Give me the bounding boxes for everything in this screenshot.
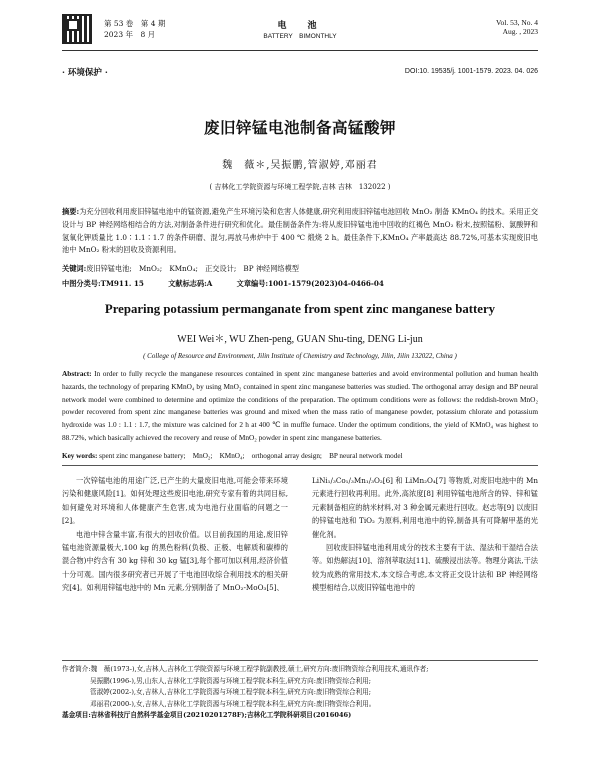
- title-en: Preparing potassium permanganate from spent zinc manganese battery: [104, 302, 496, 316]
- header-volume-en: Vol. 53, No. 4 Aug. , 2023: [496, 18, 538, 36]
- abstract-cn: [62, 206, 538, 257]
- abstract-en-text: In order to fully recycle the manganese resources contained in spent zinc manganese batteries and avoid environmental pollution and human health hazards, the technology of preparing KMnO₄ by using MnO₂ contained in spent zinc manganese batteries was studied. The orthogonal array design and BP neural network model were combined to determine and optimize the conditions of the preparation. The optimum conditions were as follows: the reddish-brown MnO₂ powder recovered from spent zinc manganese batteries was ground and mixed when the mass ratio of manganese powder, potassium chlorate and potassium hydroxide was 1.0 : 1.1 : 1.7, the mixture was calcined for 2 h at 400 ℃ in muffle furnace. Under the optimum conditions, the yield of KMnO₄ was highest to 88.72%, which basically achieved the recovery and reuse of MnO₂ powder in spent zinc manganese batteries.: [62, 369, 538, 442]
- article-number: 文章编号:1001-1579(2023)04-0466-04: [236, 279, 384, 288]
- keywords-en-text: spent zinc manganese battery; MnO₂; KMnO₄; orthogonal array design; BP neural network model: [99, 452, 403, 460]
- affiliation-en: ( College of Resource and Environment, Jilin Institute of Chemistry and Technology, Jilin, Jilin 132022, China ): [143, 352, 457, 360]
- section-rule: [62, 465, 538, 466]
- footnote-author: 管淑婷(2002-),女,吉林人,吉林化工学院资源与环境工程学院本科生,研究方向:废旧物资综合利用;: [90, 688, 371, 697]
- footnotes: [62, 664, 538, 722]
- body-paragraph: LiNi₁/₃Co₁/₃Mn₁/₃O₂[6] 和 LiMn₂O₄[7] 等物质,对废旧电池中的 Mn 元素进行回收再利用。此外,高浓度[8] 利用锌锰电池所含的锌、锌和锰元素制备相应的纳米材料,对 3 种金属元素进行回收。赵志等[9] 以废旧的锌锰电池和 TiO₂ 为原料,利用电池中的锌,制备具有可降解甲基的光催化剂。: [312, 476, 538, 539]
- footnote-author: 吴振鹏(1996-),男,山东人,吉林化工学院资源与环境工程学院本科生,研究方向:废旧物资综合利用;: [90, 676, 371, 685]
- title-cn: 废旧锌锰电池制备高锰酸钾: [203, 118, 396, 137]
- body-column-right: [312, 474, 538, 595]
- keywords-en-label: Key words:: [62, 452, 98, 460]
- keywords-cn-text: 废旧锌锰电池; MnO₂; KMnO₄; 正交设计; BP 神经网络模型: [86, 264, 299, 273]
- body-paragraph: 电池中锌含量丰富,有很大的回收价值。以目前我国的用途,废旧锌锰电池资源量极大,100 kg 的黑色粉料(负极、正极、电解质和碳棒的混合物)中约含有 30 kg 锌和 30 kg 锰[3],每个都可加以利用,经济价值十分可观。国内很多研究者已开展了干电池回收综合利用技术的相关研究[4]。如利用锌锰电池中的 Mn 元素,分别制备了 MnO₂-MoO₃[5]、: [62, 529, 288, 593]
- authors-en: WEI Wei＊, WU Zhen-peng, GUAN Shu-ting, DENG Li-jun: [177, 334, 423, 345]
- keywords-cn: [62, 264, 299, 274]
- document-code: 文献标志码:A: [168, 279, 213, 288]
- abstract-en: [62, 368, 538, 445]
- footnote-fund: 基金项目:吉林省科技厅自然科学基金项目(20210201278F);吉林化工学院科研项目(2016046): [62, 711, 352, 720]
- body-column-left: [62, 474, 288, 595]
- body-paragraph: 一次锌锰电池的用途广泛,已产生的大量废旧电池,可能会带来环境污染和健康风险[1]。如何处理这些废旧电池,研究专家有着的共同目标,如何避免对环境和人体健康产生危害,成为电池行业面临的问题之一[2]。: [62, 476, 288, 526]
- section-label: · 环境保护 ·: [62, 68, 108, 78]
- doi[interactable]: DOI:10. 19535/j. 1001-1579. 2023. 04. 026: [404, 68, 538, 75]
- header-volume-cn: 第 53 卷 第 4 期 2023 年 8 月: [104, 19, 166, 39]
- keywords-en: [62, 451, 403, 461]
- authors-cn: 魏 薇＊,吴振鹏,管淑婷,邓丽君: [222, 160, 378, 171]
- abstract-cn-text: 为充分回收利用废旧锌锰电池中的锰资源,避免产生环境污染和危害人体健康,研究利用废旧锌锰电池回收 MnO₂ 制备 KMnO₄ 的技术。采用正交设计与 BP 神经网络相结合的方法,对制备条件进行研究和优化。最佳制备条件为:将从废旧锌锰电池中回收的红褐色 MnO₂ 粉末,按照锰粉、氯酸钾和氢氧化钾质量比 1.0∶1.1∶1.7 的条件研磨、混匀,再放马弗炉中于 400 ℃ 煅烧 2 h。最佳条件下,KMnO₄ 产率最高达 88.72%,可基本实现废旧电池中 MnO₂ 粉末的回收及资源利用。: [62, 207, 539, 255]
- footnote-author: 作者简介:魏 薇(1973-),女,吉林人,吉林化工学院资源与环境工程学院副教授,硕士,研究方向:废旧物资综合利用技术,通讯作者;: [62, 665, 429, 673]
- affiliation-cn: ( 吉林化工学院资源与环境工程学院,吉林 吉林 132022 ): [209, 183, 391, 191]
- abstract-cn-label: 摘要:: [62, 207, 80, 216]
- keywords-cn-label: 关键词:: [62, 264, 87, 273]
- header-journal: 电 池 BATTERY BIMONTHLY: [263, 21, 337, 40]
- footnote-author: 邓丽君(2000-),女,吉林人,吉林化工学院资源与环境工程学院本科生,研究方向:废旧物资综合利用。: [90, 699, 376, 708]
- body-paragraph: 回收废旧锌锰电池利用成分的技术主要有干法、湿法和干湿结合法等。如热解法[10]、溶剂萃取法[11]、硫酸浸出法等。物理分离法,干法较为成熟的常用技术,本文综合考虑,本文将正交设计法和 BP 神经网络模型相结合,以废旧锌锰电池中的: [312, 543, 538, 593]
- header-rule: [62, 50, 538, 51]
- classification-line: [62, 279, 406, 289]
- abstract-en-label: Abstract:: [62, 369, 92, 378]
- footnote-rule: [62, 660, 538, 661]
- class-number: 中图分类号:TM911. 15: [62, 279, 144, 288]
